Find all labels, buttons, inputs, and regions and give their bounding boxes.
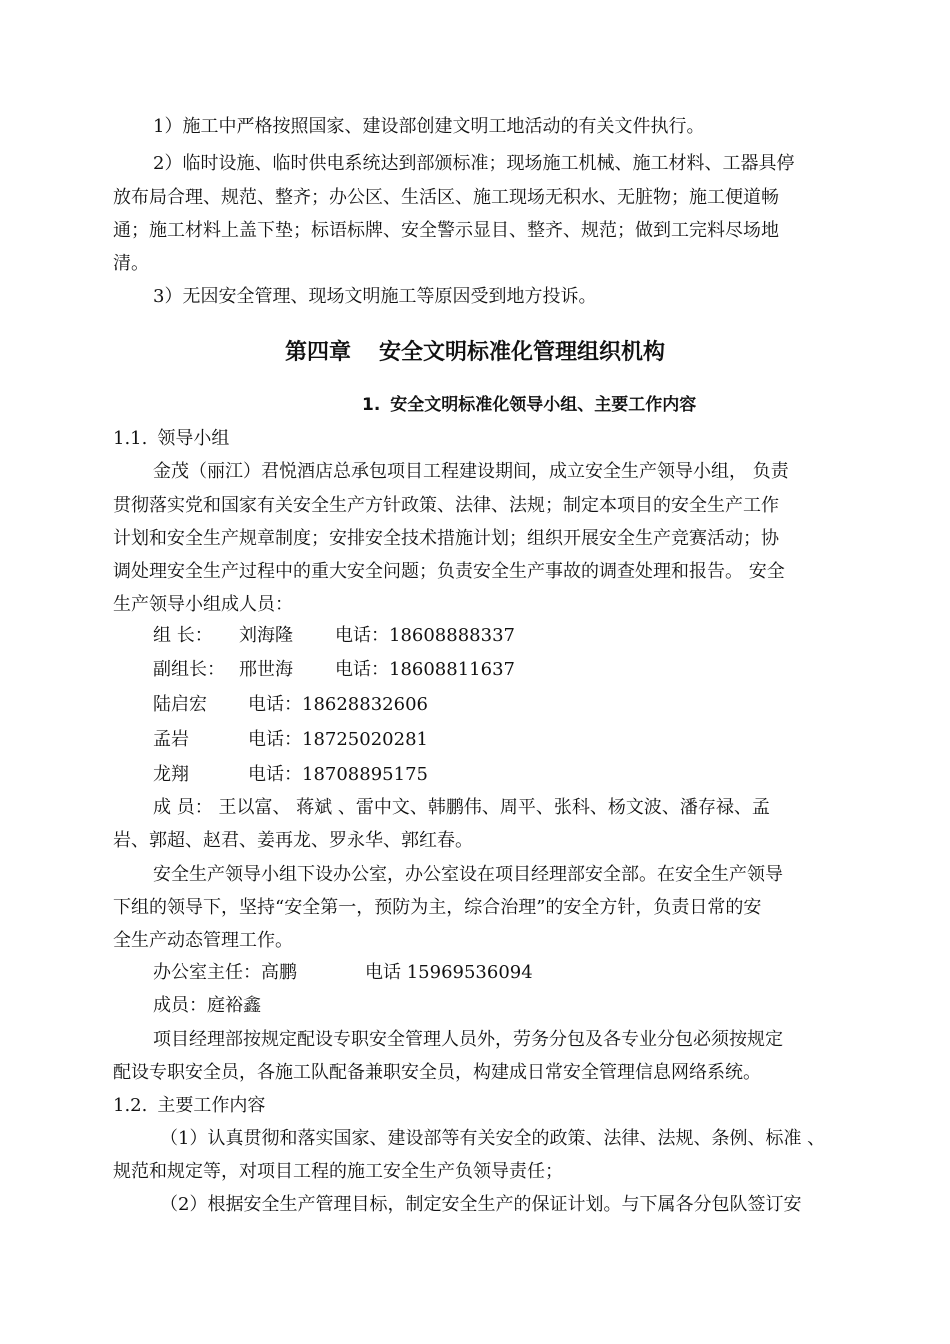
subsection-heading-2 bbox=[113, 1095, 265, 1117]
section-heading bbox=[362, 394, 696, 416]
member-row bbox=[153, 729, 428, 751]
section-number: 1. bbox=[362, 395, 381, 415]
intro-paragraph-2-line-3: 通；施工材料上盖下垫；标语标牌、安全警示显目、整齐、规范；做到工完料尽场地 bbox=[113, 220, 779, 241]
chapter-heading bbox=[0, 340, 950, 366]
subsection-number: 1.2. bbox=[113, 1095, 148, 1116]
member-phone: 电话：18628832606 bbox=[248, 694, 428, 715]
subsection-heading-1 bbox=[113, 428, 229, 450]
member-row bbox=[153, 694, 428, 716]
member-phone: 电话：18708895175 bbox=[248, 764, 428, 785]
work-item-2-line-1: （2）根据安全生产管理目标，制定安全生产的保证计划。与下属各分包队签订安 bbox=[160, 1194, 802, 1215]
staffing-paragraph-line-1: 项目经理部按规定配设专职安全管理人员外，劳务分包及各专业分包必须按规定 bbox=[153, 1029, 783, 1050]
office-director-row bbox=[153, 962, 533, 984]
leadership-paragraph-line-4: 调处理安全生产过程中的重大安全问题；负责安全生产事故的调查处理和报告。 安全 bbox=[113, 561, 785, 582]
office-member: 成员：庭裕鑫 bbox=[153, 995, 261, 1016]
chapter-title: 安全文明标准化管理组织机构 bbox=[379, 340, 666, 365]
intro-paragraph-2-line-2: 放布局合理、规范、整齐；办公区、生活区、施工现场无积水、无脏物；施工便道畅 bbox=[113, 187, 779, 208]
member-name: 龙翔 bbox=[153, 764, 189, 785]
leadership-paragraph-line-1: 金茂（丽江）君悦酒店总承包项目工程建设期间，成立安全生产领导小组， 负责 bbox=[153, 461, 789, 482]
intro-paragraph-2-line-1: 2）临时设施、临时供电系统达到部颁标准；现场施工机械、施工材料、工器具停 bbox=[153, 153, 795, 174]
subsection-number: 1.1. bbox=[113, 428, 148, 449]
leader-row bbox=[153, 659, 515, 681]
leader-name: 邢世海 bbox=[239, 659, 293, 680]
office-phone: 电话 15969536094 bbox=[365, 962, 533, 983]
subsection-title: 领导小组 bbox=[157, 428, 230, 449]
member-phone: 电话：18725020281 bbox=[248, 729, 428, 750]
office-director: 办公室主任：高鹏 bbox=[153, 962, 297, 983]
subsection-title: 主要工作内容 bbox=[157, 1095, 266, 1116]
office-paragraph-line-1: 安全生产领导小组下设办公室，办公室设在项目经理部安全部。在安全生产领导 bbox=[153, 864, 783, 885]
leader-title: 组 长： bbox=[153, 625, 213, 646]
intro-paragraph-3: 3）无因安全管理、现场文明施工等原因受到地方投诉。 bbox=[153, 286, 597, 307]
leadership-paragraph-line-2: 贯彻落实党和国家有关安全生产方针政策、法律、法规；制定本项目的安全生产工作 bbox=[113, 495, 779, 516]
intro-paragraph-1: 1）施工中严格按照国家、建设部创建文明工地活动的有关文件执行。 bbox=[153, 116, 705, 137]
office-paragraph-line-3: 全生产动态管理工作。 bbox=[113, 930, 293, 951]
leader-title: 副组长： bbox=[153, 659, 225, 680]
member-name: 陆启宏 bbox=[153, 694, 207, 715]
member-name: 孟岩 bbox=[153, 729, 189, 750]
leader-phone: 电话：18608811637 bbox=[335, 659, 515, 680]
members-line-2: 岩、郭超、赵君、姜再龙、罗永华、郭红春。 bbox=[113, 830, 473, 851]
work-item-1-line-2: 规范和规定等，对项目工程的施工安全生产负领导责任； bbox=[113, 1161, 563, 1182]
leadership-paragraph-line-5: 生产领导小组成人员： bbox=[113, 594, 293, 615]
leadership-paragraph-line-3: 计划和安全生产规章制度；安排安全技术措施计划；组织开展安全生产竞赛活动；协 bbox=[113, 528, 779, 549]
chapter-number: 第四章 bbox=[284, 340, 351, 365]
section-title: 安全文明标准化领导小组、主要工作内容 bbox=[390, 395, 697, 415]
intro-paragraph-2-line-4: 清。 bbox=[113, 253, 149, 274]
work-item-1-line-1: （1）认真贯彻和落实国家、建设部等有关安全的政策、法律、法规、条例、标准 、 bbox=[160, 1128, 826, 1149]
staffing-paragraph-line-2: 配设专职安全员，各施工队配备兼职安全员，构建成日常安全管理信息网络系统。 bbox=[113, 1062, 761, 1083]
members-line-1: 成 员： 王以富、 蒋斌 、雷中文、韩鹏伟、周平、张科、杨文波、潘存禄、孟 bbox=[153, 797, 770, 818]
leader-row bbox=[153, 625, 515, 647]
leader-name: 刘海隆 bbox=[239, 625, 293, 646]
office-paragraph-line-2: 下组的领导下，坚持“安全第一，预防为主，综合治理”的安全方针，负责日常的安 bbox=[113, 897, 762, 918]
member-row bbox=[153, 764, 428, 786]
leader-phone: 电话：18608888337 bbox=[335, 625, 515, 646]
